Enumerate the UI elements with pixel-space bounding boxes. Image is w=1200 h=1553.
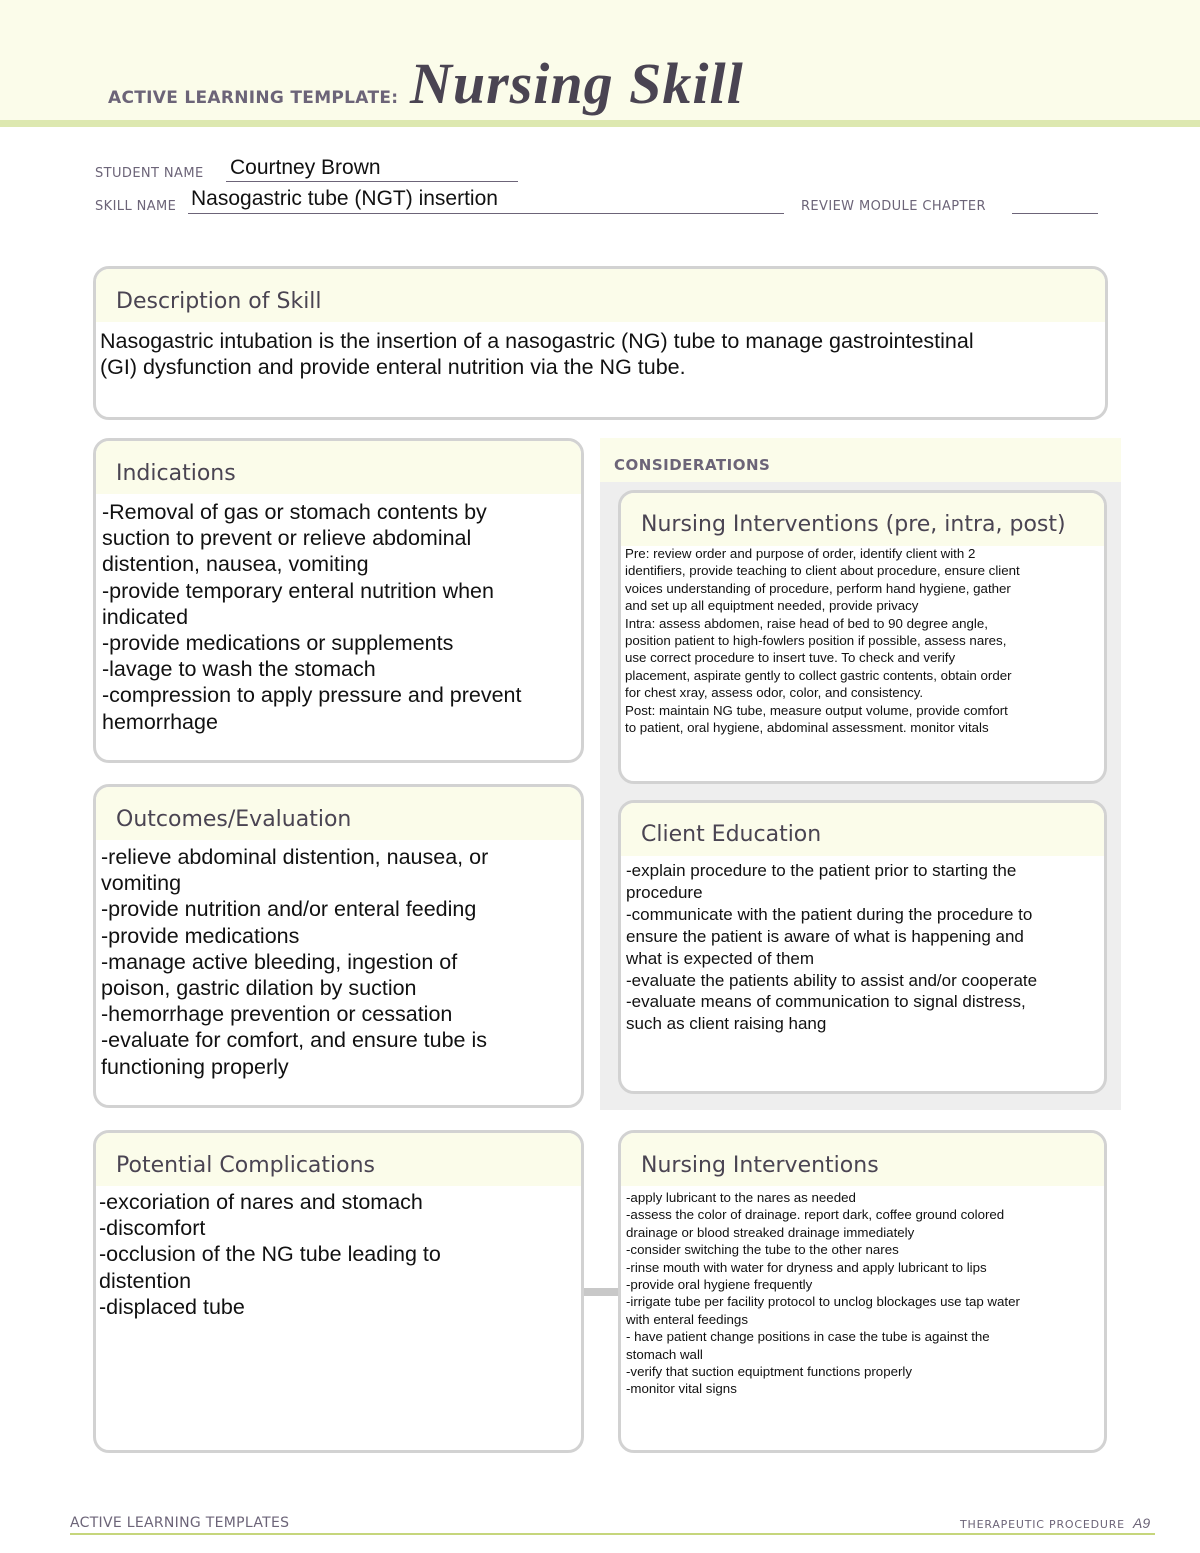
nursing-interventions-text[interactable]: -apply lubricant to the nares as needed -assess the color of drainage. report dark, coffee ground colored drainage or blood streaked drainage immediately -consider switching the tube to the other nares -rinse mouth with water for dryness and apply lubricant to lips -provide oral hygiene frequently -irrigate tube per facility protocol to unclog blockages use tap water with enteral feedings - have patient change positions in case the tube is against the stomach wall -verify that suction equiptment functions properly -monitor vital signs (626, 1190, 1020, 1397)
header-rule (0, 120, 1200, 127)
template-title: Nursing Skill (410, 51, 744, 116)
footer-page-number: A9 (1133, 1515, 1151, 1531)
description-text[interactable]: Nasogastric intubation is the insertion of a nasogastric (NG) tube to manage gastrointestinal (GI) dysfunction and provide enteral nutrition via the NG tube. (100, 329, 974, 380)
nursing-interventions-box (618, 1130, 1107, 1453)
review-module-line (1012, 197, 1098, 214)
nursing-interventions-ppp-box (618, 490, 1107, 784)
footer-left: ACTIVE LEARNING TEMPLATES (70, 1515, 290, 1531)
nursing-interventions-title: Nursing Interventions (641, 1153, 879, 1178)
client-education-text[interactable]: -explain procedure to the patient prior to starting the procedure -communicate with the patient during the procedure to ensure the patient is aware of what is happening and what is expected of them -evaluate the patients ability to assist and/or cooperate -evaluate means of communication to signal distress, such as client raising hang (626, 861, 1038, 1034)
template-label: ACTIVE LEARNING TEMPLATE: (108, 88, 399, 108)
client-education-box (618, 800, 1107, 1094)
student-name-label: STUDENT NAME (95, 166, 204, 181)
client-education-title: Client Education (641, 822, 822, 847)
description-box (93, 266, 1108, 420)
footer-right: THERAPEUTIC PROCEDURE (960, 1518, 1125, 1531)
nursing-interventions-ppp-text[interactable]: Pre: review order and purpose of order, identify client with 2 identifiers, provide teaching to client about procedure, ensure client voices understanding of procedure, perform hand hygiene, gather and set up all equiptment needed, provide privacy Intra: assess abdomen, raise head of bed to 90 degree angle, position patient to high-fowlers position if possible, assess nares, use correct procedure to insert tuve. To check and verify placement, aspirate gently to collect gastric contents, obtain order for chest xray, assess odor, color, and consistency. Post: maintain NG tube, measure output volume, provide comfort to patient, oral hygiene, abdominal assessment. monitor vitals (625, 546, 1020, 736)
description-title: Description of Skill (116, 289, 322, 314)
student-name-field[interactable]: Courtney Brown (230, 156, 381, 179)
indications-text[interactable]: -Removal of gas or stomach contents by suction to prevent or relieve abdominal distention, nausea, vomiting -provide temporary enteral nutrition when indicated -provide medications or supplements -lavage to wash the stomach -compression to apply pressure and prevent hemorrhage (102, 500, 522, 734)
complications-text[interactable]: -excoriation of nares and stomach -discomfort -occlusion of the NG tube leading to distention -displaced tube (99, 1190, 441, 1319)
skill-name-field[interactable]: Nasogastric tube (NGT) insertion (191, 187, 498, 210)
complications-box (93, 1130, 584, 1453)
outcomes-box (93, 784, 584, 1108)
outcomes-text[interactable]: -relieve abdominal distention, nausea, or vomiting -provide nutrition and/or enteral feeding -provide medications -manage active bleeding, ingestion of poison, gastric dilation by suction -hemorrhage prevention or cessation -evaluate for comfort, and ensure tube is functioning properly (101, 845, 489, 1079)
review-module-label: REVIEW MODULE CHAPTER (801, 199, 986, 214)
box-connector (584, 1288, 620, 1296)
nursing-interventions-ppp-title: Nursing Interventions (pre, intra, post) (641, 512, 1066, 537)
footer-rule (70, 1533, 1155, 1535)
considerations-label: CONSIDERATIONS (614, 456, 771, 474)
skill-name-label: SKILL NAME (95, 199, 177, 214)
indications-box (93, 438, 584, 763)
outcomes-title: Outcomes/Evaluation (116, 807, 352, 832)
complications-title: Potential Complications (116, 1153, 375, 1178)
indications-title: Indications (116, 461, 236, 486)
